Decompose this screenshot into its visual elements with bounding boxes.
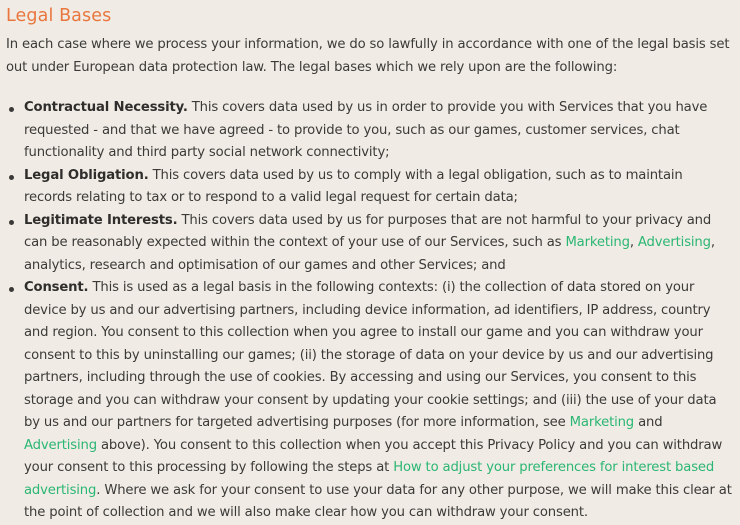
item-text: , analytics, research and optimisation of our games and other Services; and [24, 235, 715, 273]
intro-paragraph: In each case where we process your information, we do so lawfully in accordance with one of the legal basis set out under European data protection law. The legal bases which we rely upon are the following: [6, 37, 730, 75]
adjust-preferences-link[interactable]: How to adjust your preferences for interest based advertising [24, 460, 715, 498]
bullet-icon [9, 287, 14, 292]
item-text: This covers data used by us in order to provide you with Services that you have requested - and that we have agreed - to provide to you, such as our games, customer services, chat functionality and third party social network connectivity; [24, 100, 708, 160]
marketing-link[interactable]: Marketing [565, 235, 630, 250]
term-label: Legal Obligation. [24, 167, 149, 183]
item-text: above). You consent to this collection when you accept this Privacy Policy and you can withdraw your consent to this processing by following the steps at [24, 437, 723, 475]
separator-text: , [629, 235, 638, 250]
list-item-contractual-necessity [6, 97, 734, 165]
term-label: Consent. [24, 280, 89, 295]
list-item-legal-obligation [6, 165, 734, 210]
term-label: Contractual Necessity. [24, 100, 188, 115]
bullet-icon [9, 107, 14, 112]
item-text: This covers data used by us to comply with a legal obligation, such as to maintain records relating to tax or to respond to a valid legal request for certain data; [24, 167, 683, 205]
list-item-legitimate-interests [6, 210, 734, 278]
item-text: This is used as a legal basis in the following contexts: (i) the collection of data stored on your device by us and our advertising partners, including device information, ad identifiers, IP address, country and region. You consent to this collection when you agree to install our game and you can withdraw your consent to this by uninstalling our games; (ii) the storage of data on your device by us and our advertising partners, including through the use of cookies. By accessing and using our Services, you consent to this storage and you can withdraw your consent by updating your cookie settings; and (iii) the use of your data by us and our partners for targeted advertising purposes (for more information, see [24, 280, 717, 430]
bullet-icon [9, 220, 14, 225]
list-item-consent [6, 277, 734, 525]
advertising-link[interactable]: Advertising [637, 235, 711, 250]
section-title: Legal Bases [6, 6, 112, 26]
term-label: Legitimate Interests. [24, 212, 178, 228]
item-text: . Where we ask for your consent to use your data for any other purpose, we will make this clear at the point of collection and we will also make clear how you can withdraw your consent. [24, 482, 732, 520]
bullet-icon [9, 175, 14, 180]
advertising-link[interactable]: Advertising [24, 437, 97, 453]
item-text: and [634, 415, 663, 430]
item-text: This covers data used by us for purposes that are not harmful to your privacy and can be reasonably expected within the context of your use of our Services, such as [24, 212, 712, 250]
legal-bases-list [6, 97, 734, 525]
marketing-link[interactable]: Marketing [569, 415, 635, 430]
